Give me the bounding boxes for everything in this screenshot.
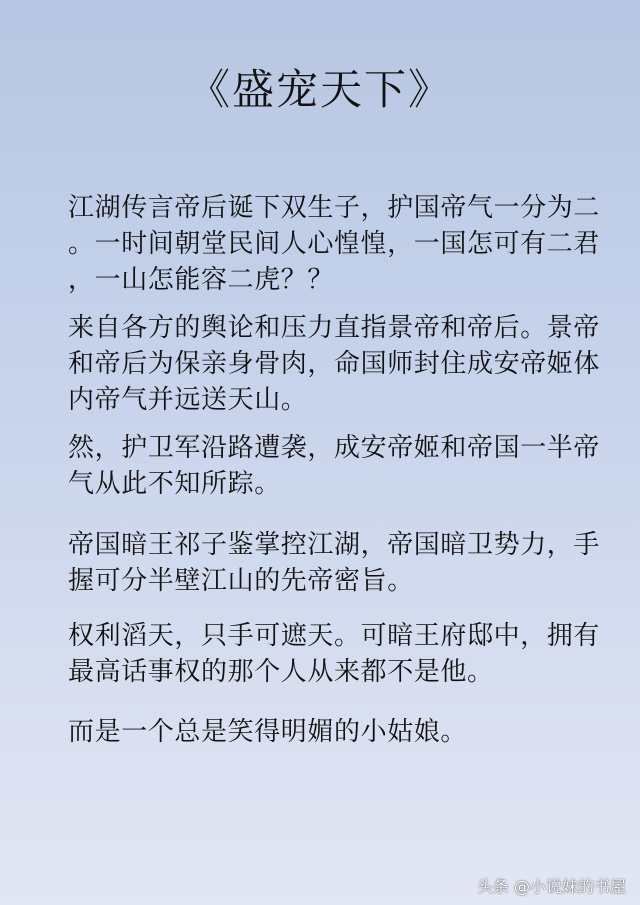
paragraph-5 <box>68 618 601 690</box>
paragraph-line: 握可分半壁江山的先帝密旨。 <box>68 566 414 596</box>
paragraph-line: 内帝气并远送天山。 <box>68 385 308 415</box>
book-title: 《盛宠天下》 <box>187 65 452 114</box>
paragraph-line: 帝国暗王祁子鉴掌控江湖，帝国暗卫势力，手 <box>68 530 601 560</box>
paragraph-line: 然，护卫军沿路遭袭，成安帝姬和帝国一半帝 <box>68 433 601 463</box>
paragraph-1 <box>68 190 601 298</box>
paragraph-3 <box>68 430 601 502</box>
paragraph-line: 来自各方的舆论和压力直指景帝和帝后。景帝 <box>68 313 601 343</box>
paragraph-line: 而是一个总是笑得明媚的小姑娘。 <box>68 717 468 747</box>
paragraph-line: 最高话事权的那个人从来都不是他。 <box>68 657 494 687</box>
paragraph-line: 。一时间朝堂民间人心惶惶，一国怎可有二君 <box>68 229 601 259</box>
paragraph-line: 和帝后为保亲身骨肉，命国师封住成安帝姬体 <box>68 349 601 379</box>
paragraph-line: 权利滔天，只手可遮天。可暗王府邸中，拥有 <box>68 621 601 651</box>
source-watermark: 头条 @小说妹的书屋 <box>476 877 626 896</box>
paragraph-6 <box>68 714 588 750</box>
paragraph-2 <box>68 310 601 418</box>
paragraph-line: 气从此不知所踪。 <box>68 469 281 499</box>
paragraph-line: 江湖传言帝后诞下双生子，护国帝气一分为二 <box>68 193 601 223</box>
paragraph-line: ，一山怎能容二虎？？ <box>68 265 335 295</box>
paragraph-4 <box>68 527 601 599</box>
